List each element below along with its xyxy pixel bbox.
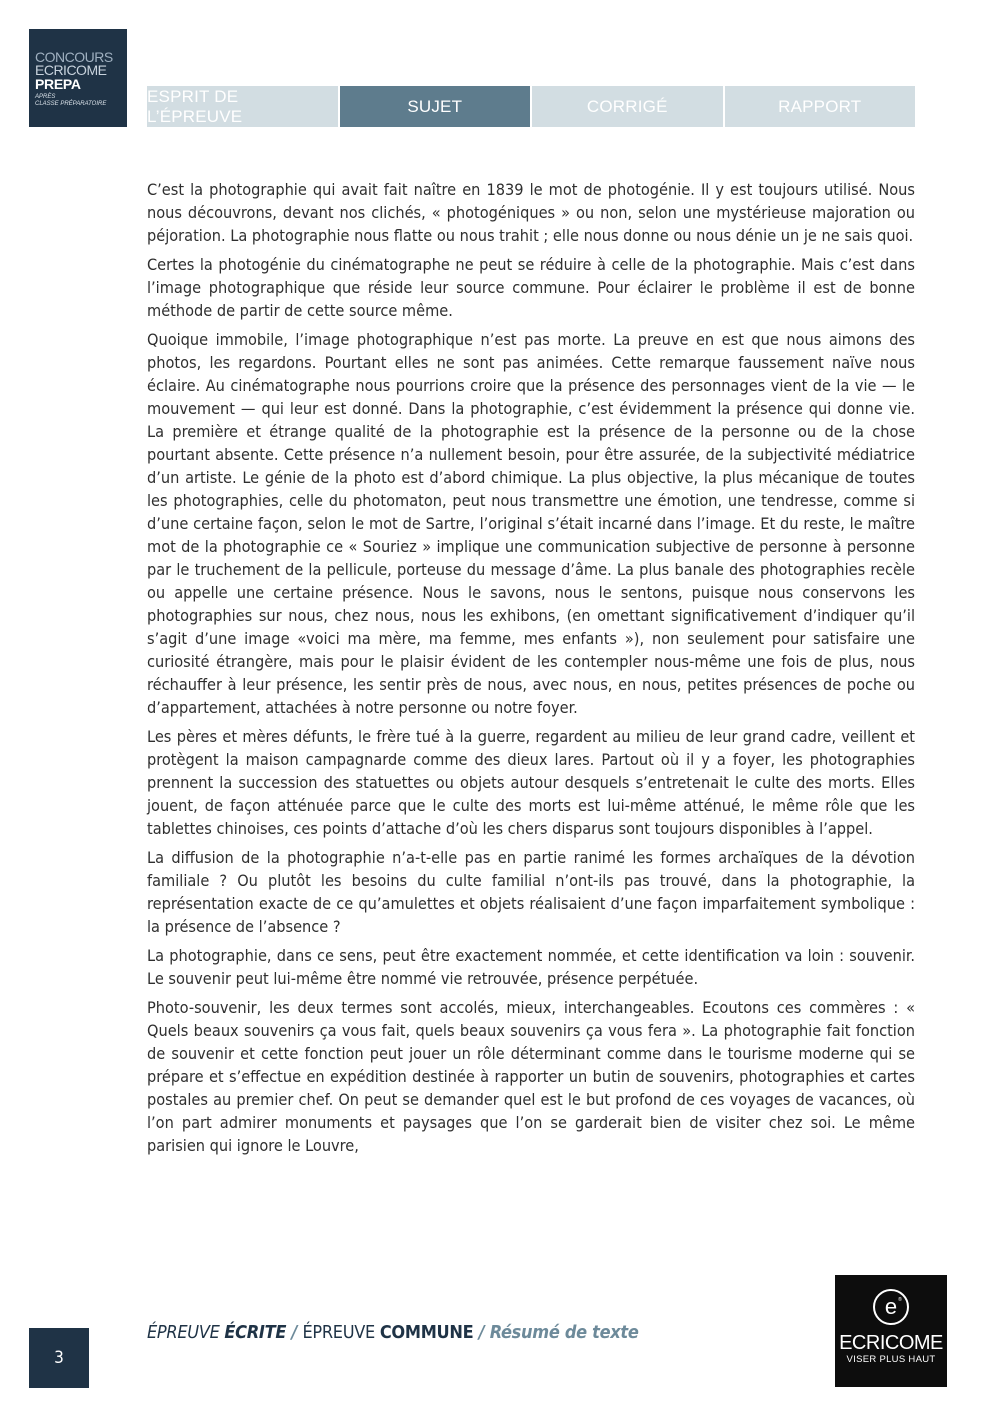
paragraph: Quoique immobile, l’image photographique n’est pas morte. La preuve en est que nous aimons des photos, les regardons. Pourtant elles ne sont pas animées. Cette remarque faussement naïve nous éclaire. Au cinématographe nous pourrions croire que la présence des personnages vient de la vie — le mouvement — qui leur est donné. Dans la photographie, c’est évidemment la présence qui donne vie. La première et étrange qualité de la photographie est la présence de la personne ou de la chose pourtant absente. Cette présence n’a nullement besoin, pour être assurée, de la subjectivité médiatrice d’un artiste. Le génie de la photo est d’abord chimique. La plus objective, la plus mécanique de toutes les photographies, celle du photomaton, peut nous transmettre une émotion, une tendresse, comme si d’une certaine façon, selon le mot de Sartre, l’original s’était incarné dans l’image. Et du reste, le maître mot de la photographie ce « Souriez » implique une communication subjective de personne à personne par le truchement de la pellicule, porteuse du message d’âme. La plus banale des photographies recèle ou appelle une certaine présence. Nous le savons, nous le sentons, puisque nous conservons les photographies sur nous, chez nous, nous les exhibons, (en omettant significativement d’indiquer qu’il s’agit d’une image «voici ma mère, ma femme, mes enfants »), non seulement pour satisfaire une curiosité étrangère, mais pour le plaisir évident de les contempler nous-même une fois de plus, nous réchauffer à leur présence, les sentir près de nous, avec nous, en nous, petites présences de poche ou d’appartement, attachées à notre personne ou notre foyer. — [147, 330, 915, 717]
section-tabs — [147, 86, 915, 127]
logo-line-prepa: PREPA — [35, 76, 81, 92]
brand-tagline: VISER PLUS HAUT — [846, 1354, 936, 1365]
tab-corrige[interactable]: CORRIGÉ — [532, 86, 723, 127]
footer-epreuve: ÉPREUVE — [147, 1322, 225, 1343]
svg-text:e: e — [884, 1294, 898, 1319]
paragraph: Certes la photogénie du cinématographe ne peut se réduire à celle de la photographie. Mais c’est dans l’image photographique que réside leur source commune. Pour éclairer le problème il est de bonne méthode de partir de cette source même. — [147, 255, 915, 320]
footer-separator: / — [286, 1322, 303, 1343]
paragraph: C’est la photographie qui avait fait naître en 1839 le mot de photogénie. Il y est toujours utilisé. Nous nous découvrons, devant nos clichés, « photogéniques » ou non, selon une mystérieuse majoration ou péjoration. La photographie nous flatte ou nous trahit ; elle nous donne ou nous dénie un je ne sais quoi. — [147, 180, 915, 245]
footer-ecrite: ÉCRITE — [224, 1322, 287, 1343]
tab-sujet[interactable]: SUJET — [340, 86, 531, 127]
svg-text:®: ® — [898, 1297, 902, 1303]
text-body — [147, 178, 915, 1163]
paragraph: Photo-souvenir, les deux termes sont accolés, mieux, interchangeables. Ecoutons ces commères : « Quels beaux souvenirs ça vous fait, quels beaux souvenirs ça vous fera ». La photographie fait fonction de souvenir et cette fonction peut jouer un rôle déterminant comme dans le tourisme moderne qui se prépare et s’effectue en expédition destinée à rapporter un butin de souvenirs, photographies et cartes postales au premier chef. On peut se demander quel est le but profond de ces voyages de vacances, où l’on part admirer monuments et paysages que l’on se garderait bien de visiter chez soi. Le même parisien qui ignore le Louvre, — [147, 998, 915, 1155]
footer-title — [147, 1322, 639, 1343]
logo-line-ecricome: ECRICOME — [35, 62, 107, 78]
paragraph: Les pères et mères défunts, le frère tué à la guerre, regardent au milieu de leur grand cadre, veillent et protègent la maison campagnarde comme des dieux lares. Partout où il y a foyer, les photographies prennent la succession des statuettes ou objets autour desquels s’entretenait le culte des morts. Elles jouent, de façon atténuée parce que le culte des morts est lui-même atténué, le même rôle que les tablettes chinoises, ces points d’attache d’où les chers disparus sont toujours disponibles à l’appel. — [147, 727, 915, 838]
logo-line-concours: CONCOURS — [35, 49, 113, 65]
footer-resume: Résumé de texte — [489, 1322, 639, 1343]
ecricome-e-icon — [871, 1287, 911, 1327]
paragraph: La photographie, dans ce sens, peut être exactement nommée, et cette identification va loin : souvenir. Le souvenir peut lui-même être nommé vie retrouvée, présence perpétuée. — [147, 946, 915, 988]
logo-line-apres: APRÈS — [35, 94, 56, 100]
tab-esprit[interactable]: ESPRIT DE L’ÉPREUVE — [147, 86, 338, 127]
footer-separator: / — [473, 1322, 490, 1343]
brand-name: ECRICOME — [839, 1332, 943, 1354]
tab-rapport[interactable]: RAPPORT — [725, 86, 916, 127]
footer-epreuve-2: ÉPREUVE — [302, 1322, 380, 1343]
page-number: 3 — [29, 1328, 89, 1388]
ecricome-logo — [835, 1275, 947, 1387]
paragraph: La diffusion de la photographie n’a-t-elle pas en partie ranimé les formes archaïques de la dévotion familiale ? Ou plutôt les besoins du culte familial n’ont-ils pas trouvé, dans la photographie, la représentation exacte de ce qu’amulettes et objets réalisaient d’une façon imparfaitement symbolique : la présence de l’absence ? — [147, 848, 915, 936]
footer-commune: COMMUNE — [379, 1322, 474, 1343]
concours-logo — [29, 29, 127, 127]
logo-line-classe: CLASSE PRÉPARATOIRE — [35, 101, 107, 107]
